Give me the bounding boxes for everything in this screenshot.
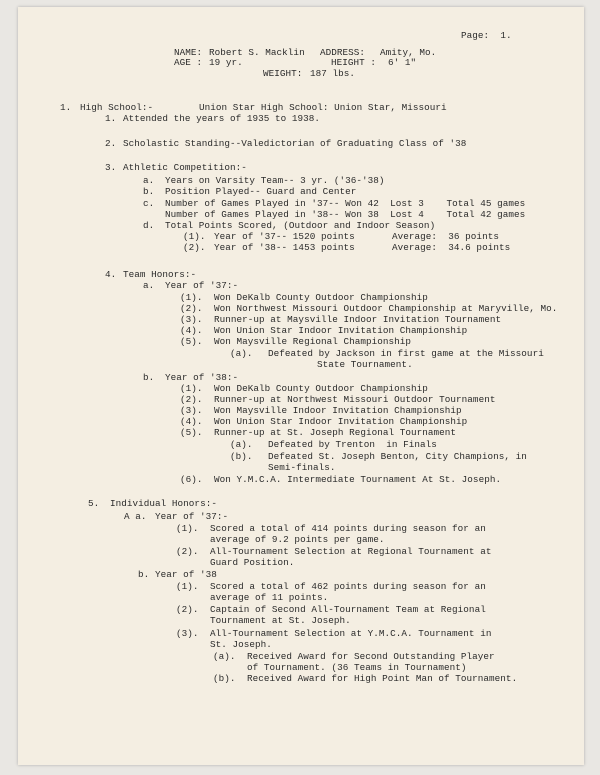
page-number: Page: 1. — [461, 30, 512, 41]
s4-b-item-number: (2). — [180, 394, 203, 405]
s4-b-mark: b. — [143, 372, 155, 383]
s4-b5b-line-2: Semi-finals. — [268, 462, 336, 473]
section-3-number: 3. — [105, 162, 117, 173]
s3-d2-average: Average: 34.6 points — [392, 242, 511, 253]
name-value: Robert S. Macklin — [209, 47, 305, 58]
s4-a-item-number: (1). — [180, 292, 203, 303]
s5-b3b-text: Received Award for High Point Man of Tournament. — [247, 673, 518, 684]
s5-b1-line-2: average of 11 points. — [210, 592, 329, 603]
s4-a-item-text: Runner-up at Maysville Indoor Invitation Tournament — [214, 314, 502, 325]
s5-b-mark: b. — [138, 569, 150, 580]
s4-b-item-number: (5). — [180, 427, 203, 438]
s5-b2-line-1: Captain of Second All-Tournament Team at Regional — [210, 604, 486, 615]
s3-a-mark: a. — [143, 175, 155, 186]
s4-a5a-mark: (a). — [230, 348, 253, 359]
s3-c-mark: c. — [143, 198, 155, 209]
s4-a5a-line-1: Defeated by Jackson in first game at the Missouri — [268, 348, 544, 359]
s5-a1-line-1: Scored a total of 414 points during season for an — [210, 523, 486, 534]
age-value: 19 yr. — [209, 57, 243, 68]
weight-label: WEIGHT: — [263, 68, 303, 79]
s3-d1-average: Average: 36 points — [392, 231, 499, 242]
s5-b2-mark: (2). — [176, 604, 199, 615]
height-value: 6' 1" — [388, 57, 417, 68]
s3-c-line-2: Number of Games Played in '38-- Won 38 Lost 4 Total 42 games — [165, 209, 526, 220]
section-1-title: High School:- — [80, 102, 154, 113]
s5-a2-line-2: Guard Position. — [210, 557, 295, 568]
s4-a-item-text: Won Union Star Indoor Invitation Championship — [214, 325, 468, 336]
s5-b-text: Year of '38 — [155, 569, 217, 580]
s5-a2-mark: (2). — [176, 546, 199, 557]
item-2-number: 2. — [105, 138, 117, 149]
s4-b6-text: Won Y.M.C.A. Intermediate Tournament At St. Joseph. — [214, 474, 502, 485]
s5-b3-line-1: All-Tournament Selection at Y.M.C.A. Tournament in — [210, 628, 492, 639]
address-value: Amity, Mo. — [380, 47, 437, 58]
s4-b5a-text: Defeated by Trenton in Finals — [268, 439, 437, 450]
s3-a-text: Years on Varsity Team-- 3 yr. ('36-'38) — [165, 175, 385, 186]
section-5-number: 5. — [88, 498, 100, 509]
s4-a-item-number: (2). — [180, 303, 203, 314]
s4-b6-mark: (6). — [180, 474, 203, 485]
address-label: ADDRESS: — [320, 47, 366, 58]
s4-a-item-text: Won DeKalb County Outdoor Championship — [214, 292, 428, 303]
section-1-number: 1. — [60, 102, 72, 113]
age-label: AGE : — [174, 57, 203, 68]
s4-b-item-number: (3). — [180, 405, 203, 416]
s3-d2-mark: (2). — [183, 242, 206, 253]
s3-c-line-1: Number of Games Played in '37-- Won 42 Lost 3 Total 45 games — [165, 198, 526, 209]
s4-b-item-number: (4). — [180, 416, 203, 427]
s3-b-text: Position Played-- Guard and Center — [165, 186, 357, 197]
s5-b1-line-1: Scored a total of 462 points during season for an — [210, 581, 486, 592]
name-label: NAME: — [174, 47, 203, 58]
s4-b5a-mark: (a). — [230, 439, 253, 450]
s4-b-item-text: Won Union Star Indoor Invitation Championship — [214, 416, 468, 427]
s4-b-item-number: (1). — [180, 383, 203, 394]
s5-b3-mark: (3). — [176, 628, 199, 639]
s5-b3-line-2: St. Joseph. — [210, 639, 272, 650]
section-4-number: 4. — [105, 269, 117, 280]
s5-b3a-line-1: Received Award for Second Outstanding Player — [247, 651, 495, 662]
s5-a2-line-1: All-Tournament Selection at Regional Tournament at — [210, 546, 492, 557]
s4-a-mark: a. — [143, 280, 155, 291]
item-1-number: 1. — [105, 113, 117, 124]
s4-b-item-text: Runner-up at St. Joseph Regional Tournament — [214, 427, 457, 438]
s5-a1-line-2: average of 9.2 points per game. — [210, 534, 385, 545]
s3-d1-text: Year of '37-- 1520 points — [214, 231, 355, 242]
s3-d1-mark: (1). — [183, 231, 206, 242]
s4-a-item-number: (3). — [180, 314, 203, 325]
school-name: Union Star High School: Union Star, Missouri — [199, 102, 447, 113]
s4-b5b-mark: (b). — [230, 451, 253, 462]
s5-b2-line-2: Tournament at St. Joseph. — [210, 615, 351, 626]
s5-b3a-line-2: of Tournament. (36 Teams in Tournament) — [247, 662, 467, 673]
s3-d2-text: Year of '38-- 1453 points — [214, 242, 355, 253]
s5-b3a-mark: (a). — [213, 651, 236, 662]
s4-b5b-line-1: Defeated St. Joseph Benton, City Champions, in — [268, 451, 527, 462]
s4-a-item-number: (5). — [180, 336, 203, 347]
s5-a-text: Year of '37:- — [155, 511, 229, 522]
section-3-title: Athletic Competition:- — [123, 162, 247, 173]
s4-b-item-text: Won DeKalb County Outdoor Championship — [214, 383, 428, 394]
s4-b-item-text: Runner-up at Northwest Missouri Outdoor Tournament — [214, 394, 496, 405]
s3-b-mark: b. — [143, 186, 155, 197]
s5-a1-mark: (1). — [176, 523, 199, 534]
s3-d-mark: d. — [143, 220, 155, 231]
item-2-text: Scholastic Standing--Valedictorian of Graduating Class of '38 — [123, 138, 467, 149]
s5-b1-mark: (1). — [176, 581, 199, 592]
section-5-title: Individual Honors:- — [110, 498, 217, 509]
section-4-title: Team Honors:- — [123, 269, 197, 280]
s4-b-item-text: Won Maysville Indoor Invitation Championship — [214, 405, 462, 416]
item-1-text: Attended the years of 1935 to 1938. — [123, 113, 321, 124]
s4-a5a-line-2: State Tournament. — [317, 359, 413, 370]
s5-b3b-mark: (b). — [213, 673, 236, 684]
weight-value: 187 lbs. — [310, 68, 356, 79]
s4-a-item-text: Won Maysville Regional Championship — [214, 336, 412, 347]
s4-a-item-text: Won Northwest Missouri Outdoor Championship at Maryville, Mo. — [214, 303, 558, 314]
s4-b-text: Year of '38:- — [165, 372, 239, 383]
height-label: HEIGHT : — [331, 57, 377, 68]
s4-a-item-number: (4). — [180, 325, 203, 336]
s3-d-text: Total Points Scored, (Outdoor and Indoor Season) — [165, 220, 436, 231]
s4-a-text: Year of '37:- — [165, 280, 239, 291]
document-page — [18, 7, 584, 765]
s5-a-mark: A a. — [124, 511, 147, 522]
